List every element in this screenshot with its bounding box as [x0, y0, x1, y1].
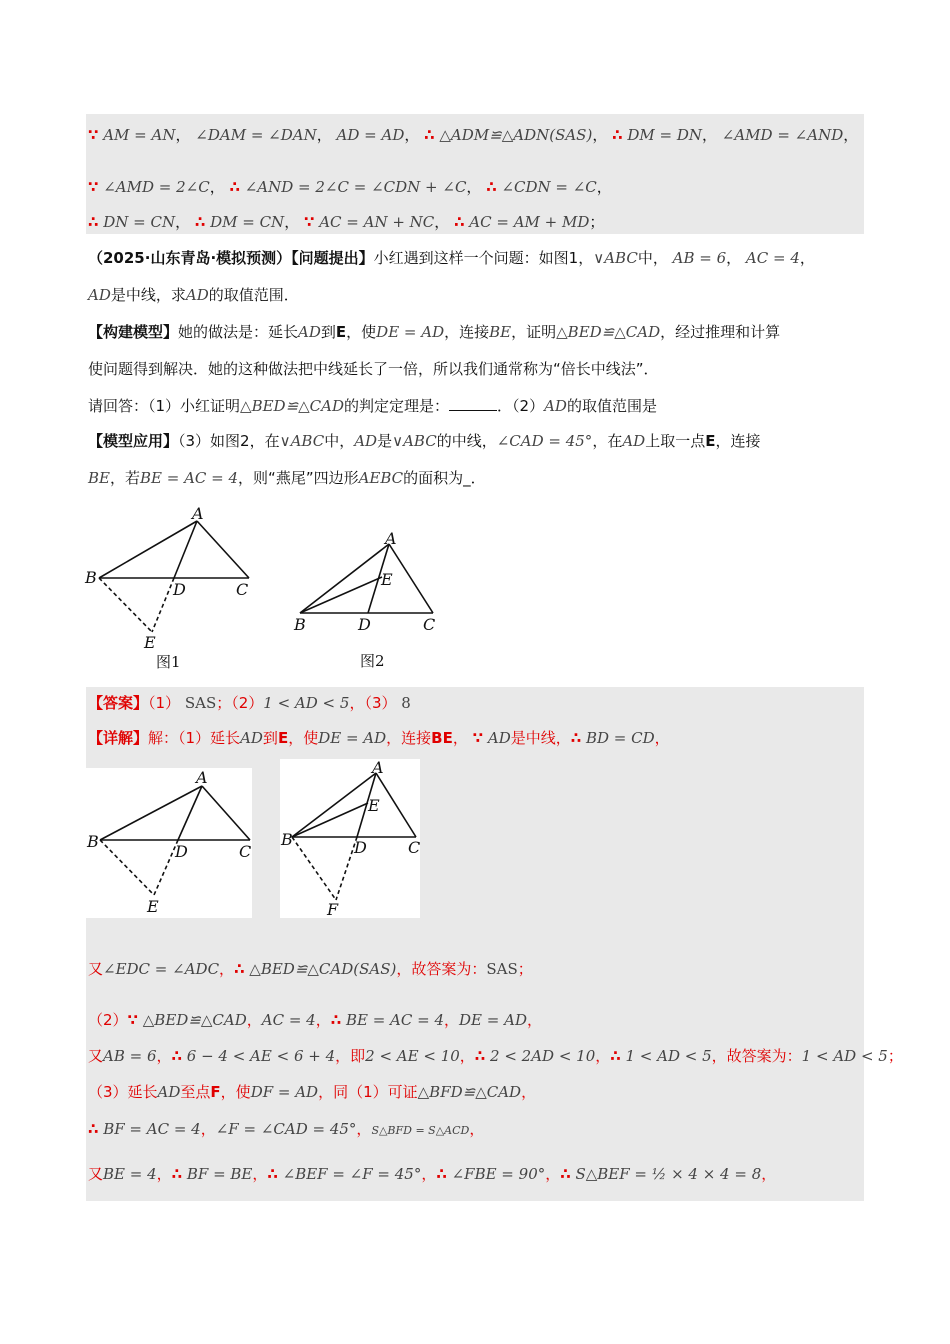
fig1-side-ab: [99, 521, 197, 578]
answer-blank: [449, 396, 497, 411]
solution-figure-1: [86, 768, 252, 918]
detail-line-1: 【详解】解：（1）延长AD到E，使DE = AD，连接BE， ∵ AD是中线，∴ BD = CD，: [88, 729, 670, 747]
sfig2-label-c: C: [408, 838, 420, 857]
answer-line: 【答案】（1） SAS；（2）1 < AD < 5，（3） 8: [88, 694, 411, 712]
fig2-side-ac: [389, 544, 433, 613]
problem-line-4: 使问题得到解决．她的这种做法把中线延长了一倍，所以我们通常称为“倍长中线法”．: [88, 360, 659, 378]
problem-line-6: 【模型应用】（3）如图2，在∨ABC中，AD是∨ABC的中线，∠CAD = 45°，在AD上取一点E，连接: [88, 432, 761, 450]
fig2-label-e: E: [381, 570, 393, 589]
fig1-caption: 图1: [156, 653, 181, 671]
problem-line-3: 【构建模型】她的做法是：延长AD到E，使DE = AD，连接BE，证明△BED≌△CAD，经过推理和计算: [88, 323, 781, 341]
sfig2-label-a: A: [372, 759, 384, 777]
sfig2-label-e: E: [368, 796, 380, 815]
sfig1-label-d: D: [175, 842, 188, 861]
detail-line-2: 又∠EDC = ∠ADC，∴ △BED≌△CAD(SAS)，故答案为：SAS；: [88, 960, 533, 978]
sfig1-label-e: E: [147, 897, 159, 916]
sfig2-label-f: F: [327, 900, 339, 918]
fig1-median-ad: [174, 521, 197, 578]
fig2-label-d: D: [358, 615, 371, 634]
fig2-side-ab: [300, 544, 389, 613]
detail-line-4: 又AB = 6，∴ 6 − 4 < AE < 6 + 4，即2 < AE < 10，∴ 2 < 2AD < 10，∴ 1 < AD < 5，故答案为：1 < AD < 5；: [88, 1047, 903, 1065]
fig2-label-a: A: [385, 530, 397, 548]
prev-line-2: ∵ ∠AMD = 2∠C， ∴ ∠AND = 2∠C = ∠CDN + ∠C， ∴ ∠CDN = ∠C，: [88, 178, 612, 196]
fig1-dashed-de: [152, 578, 174, 632]
fig2-label-c: C: [423, 615, 436, 634]
prev-line-3: ∴ DN = CN， ∴ DM = CN， ∵ AC = AN + NC， ∴ AC = AM + MD；: [88, 213, 605, 231]
detail-line-5: （3）延长AD至点F，使DF = AD，同（1）可证△BFD≌△CAD，: [88, 1083, 537, 1101]
fig1-label-a: A: [192, 505, 204, 523]
prev-line-1: ∵ AM = AN， ∠DAM = ∠DAN， AD = AD， ∴ △ADM≌△ADN(SAS)， ∴ DM = DN， ∠AMD = ∠AND，: [88, 126, 859, 144]
problem-line-7: BE，若BE = AC = 4，则“燕尾”四边形AEBC的面积为_．: [88, 469, 486, 487]
fig2-label-b: B: [294, 615, 306, 634]
detail-line-6: ∴ BF = AC = 4，∠F = ∠CAD = 45°，S△BFD = S△ACD，: [88, 1120, 485, 1138]
sfig2-label-d: D: [354, 838, 367, 857]
figure-2: [288, 530, 448, 673]
fig1-label-e: E: [144, 633, 156, 652]
fig1-label-b: B: [85, 568, 97, 587]
problem-line-5: 请回答：（1）小红证明△BED≌△CAD的判定定理是： ．（2）AD的取值范围是: [88, 397, 657, 415]
fig1-label-c: C: [236, 580, 249, 599]
detail-line-7: 又BE = 4，∴ BF = BE，∴ ∠BEF = ∠F = 45°，∴ ∠FBE = 90°，∴ S△BEF = ½ × 4 × 4 = 8，: [88, 1165, 777, 1183]
problem-line-2: AD是中线，求AD的取值范围．: [88, 286, 299, 304]
sfig1-label-a: A: [196, 768, 208, 787]
sfig2-label-b: B: [281, 830, 293, 849]
fig1-side-ac: [197, 521, 249, 578]
detail-line-3: （2）∵ △BED≌△CAD，AC = 4，∴ BE = AC = 4，DE = AD，: [88, 1011, 542, 1029]
solution-figure-2: [280, 759, 420, 918]
figure-1: [84, 505, 269, 673]
fig1-dashed-be: [99, 578, 152, 632]
sfig1-label-c: C: [239, 842, 252, 861]
fig2-caption: 图2: [360, 652, 385, 670]
fig1-label-d: D: [173, 580, 186, 599]
problem-line-1: （2025·山东青岛·模拟预测）【问题提出】小红遇到这样一个问题：如图1，∨ABC中， AB = 6， AC = 4，: [88, 249, 815, 267]
sfig1-label-b: B: [87, 832, 99, 851]
